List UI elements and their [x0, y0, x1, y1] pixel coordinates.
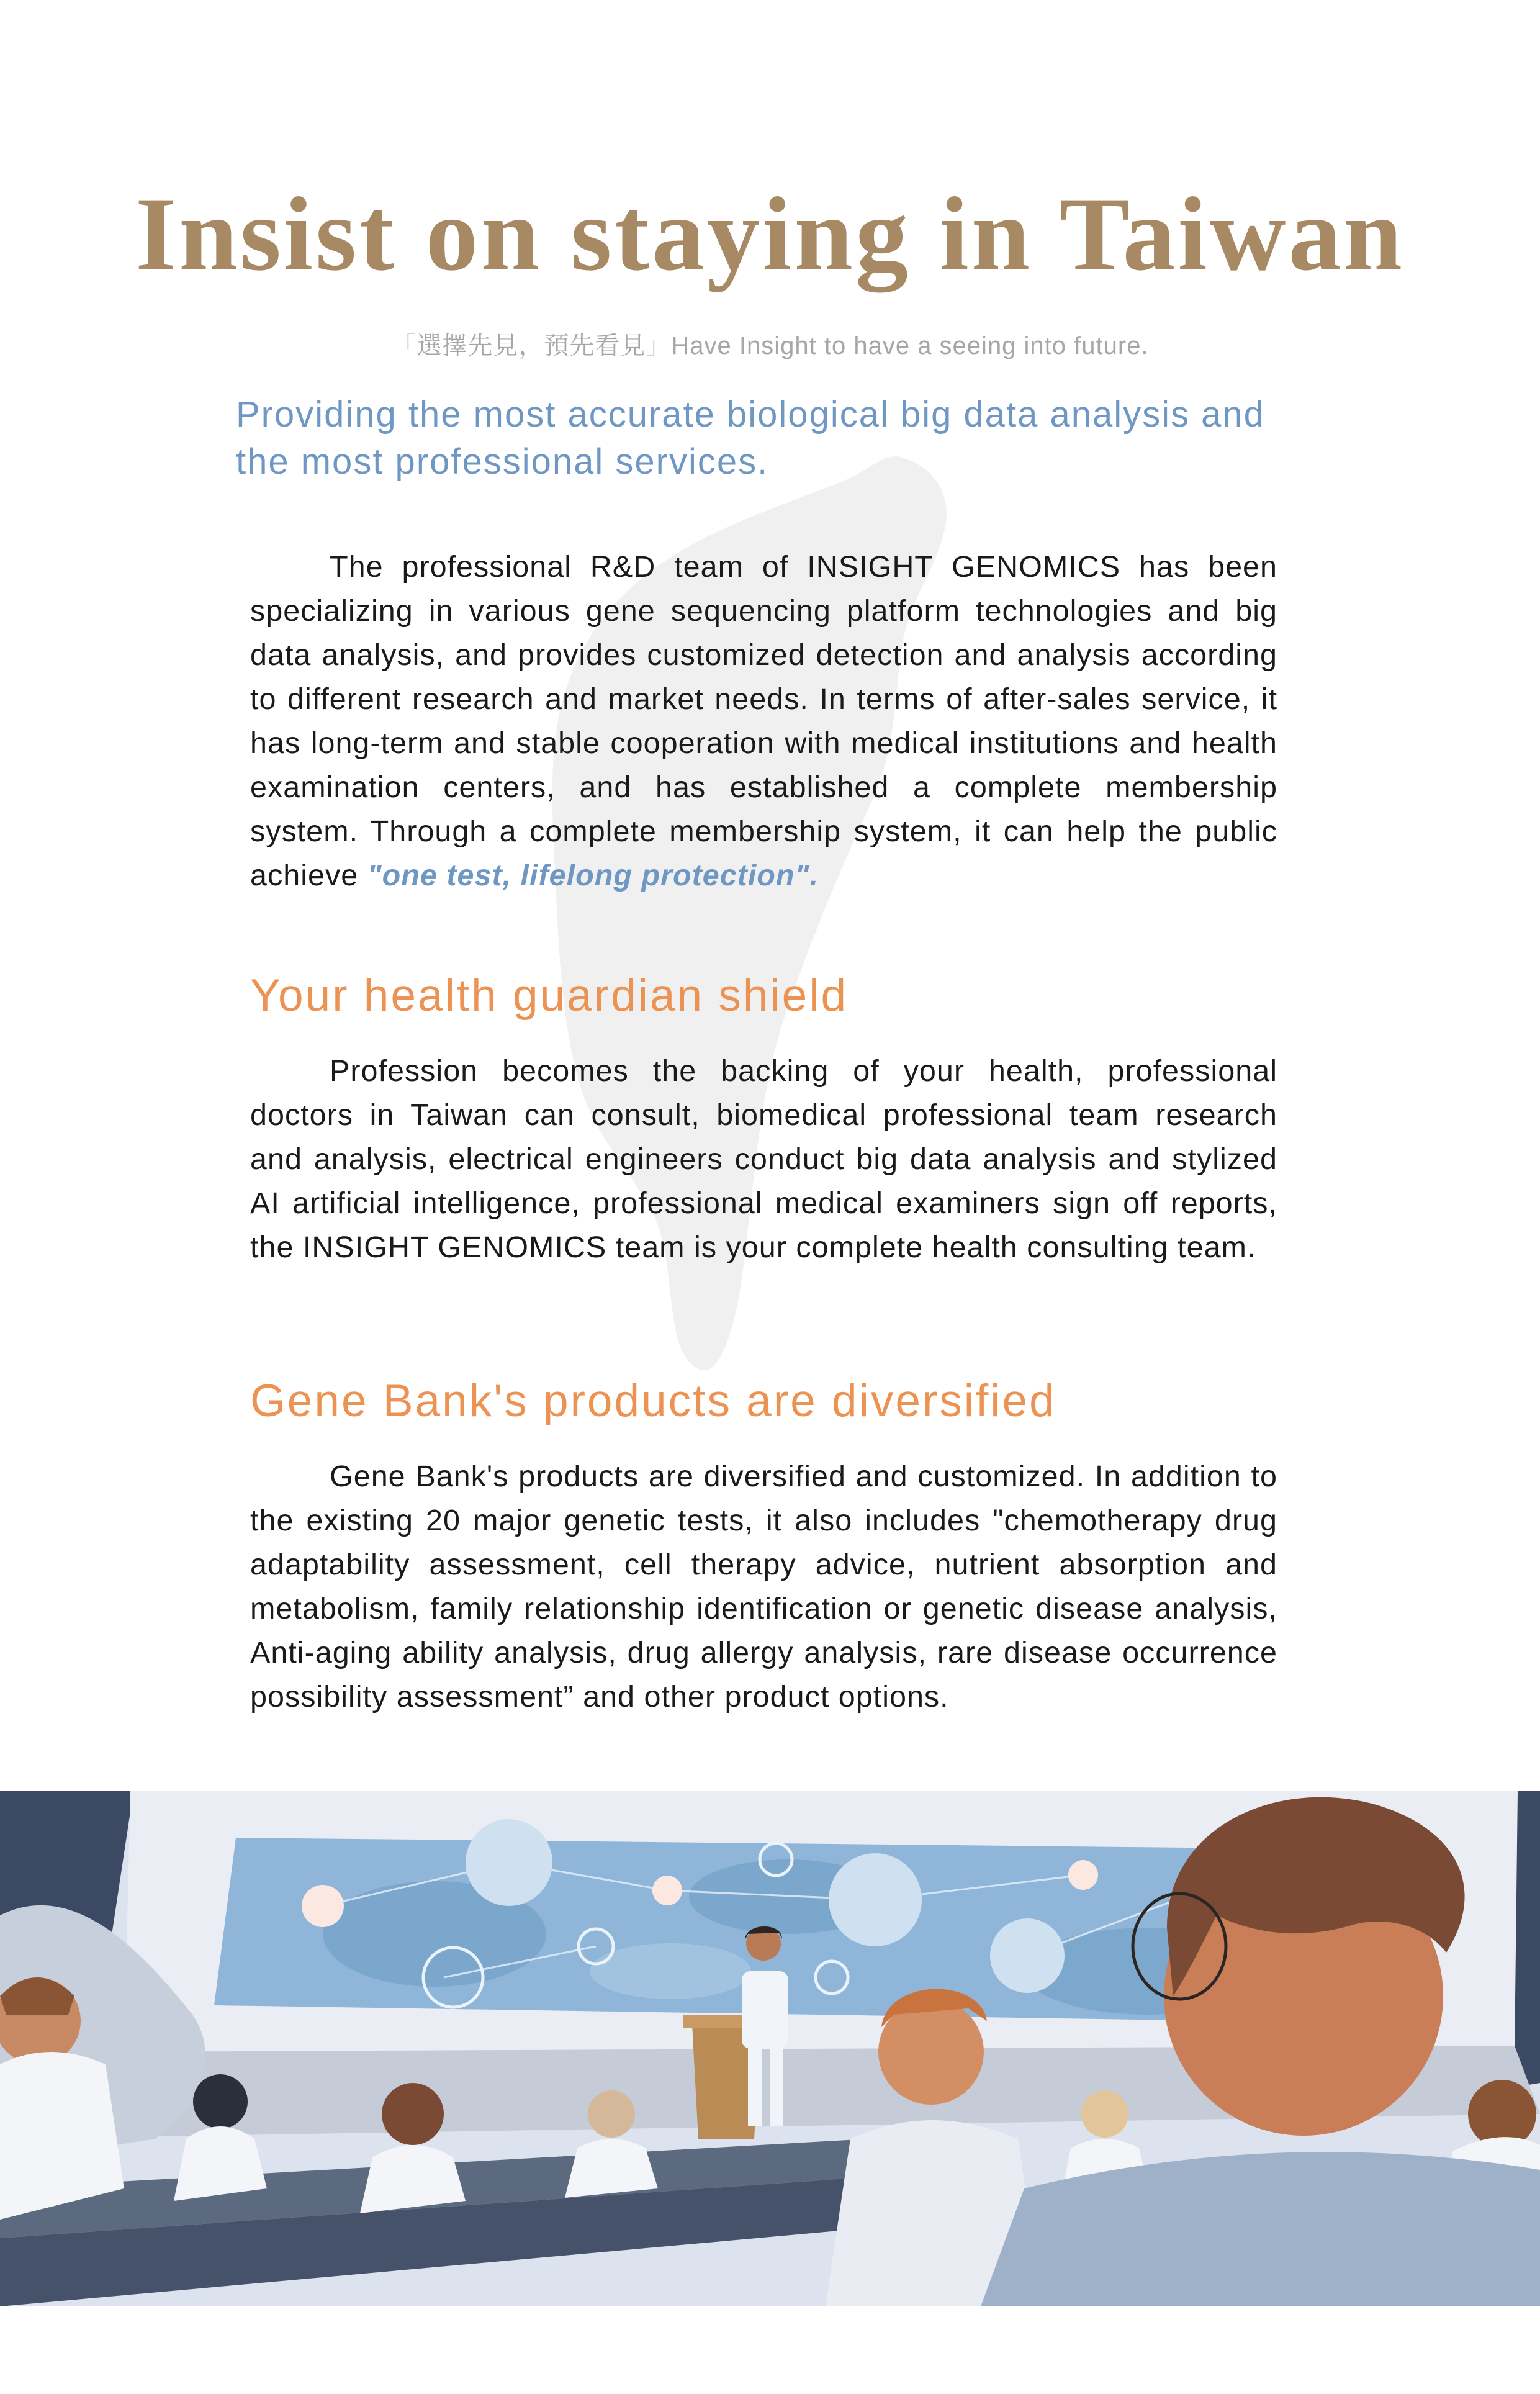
section-heading-gene-bank: Gene Bank's products are diversified	[250, 1376, 1056, 1426]
section-heading-health-shield: Your health guardian shield	[250, 970, 849, 1021]
intro-highlight: "one test, lifelong protection".	[367, 859, 819, 892]
section-body-gene-bank: Gene Bank's products are diversified and customized. In addition to the existing 20 major genetic tests, it also includes "chemotherapy drug adaptability assessment, cell therapy advice, nutrient absorption and metabolism, family relationship identification or genetic disease analysis, Anti-aging ability analysis, drug allergy analysis, rare disease occurrence possibility assessment” and other product options.	[250, 1460, 1277, 1714]
intro-paragraph	[250, 545, 1277, 898]
tagline: 「選擇先見，預先看見」Have Insight to have a seeing into future.	[391, 332, 1149, 359]
page-title: Insist on staying in Taiwan	[135, 176, 1405, 292]
lead-statement: Providing the most accurate biological big data analysis and the most professional services.	[236, 394, 1265, 482]
lecture-hall-illustration	[0, 1791, 1540, 2306]
intro-text: The professional R&D team of INSIGHT GENOMICS has been specializing in various gene sequencing platform technologies and big data analysis, and provides customized detection and analysis according to different research and market needs. In terms of after-sales service, it has long-term and stable cooperation with medical institutions and health examination centers, and has established a complete membership system. Through a complete membership system, it can help the public achieve	[250, 550, 1277, 892]
section-body-health-shield: Profession becomes the backing of your health, professional doctors in Taiwan can consult, biomedical professional team research and analysis, electrical engineers conduct big data analysis and stylized AI artificial intelligence, professional medical examiners sign off reports, the INSIGHT GENOMICS team is your complete health consulting team.	[250, 1054, 1277, 1264]
